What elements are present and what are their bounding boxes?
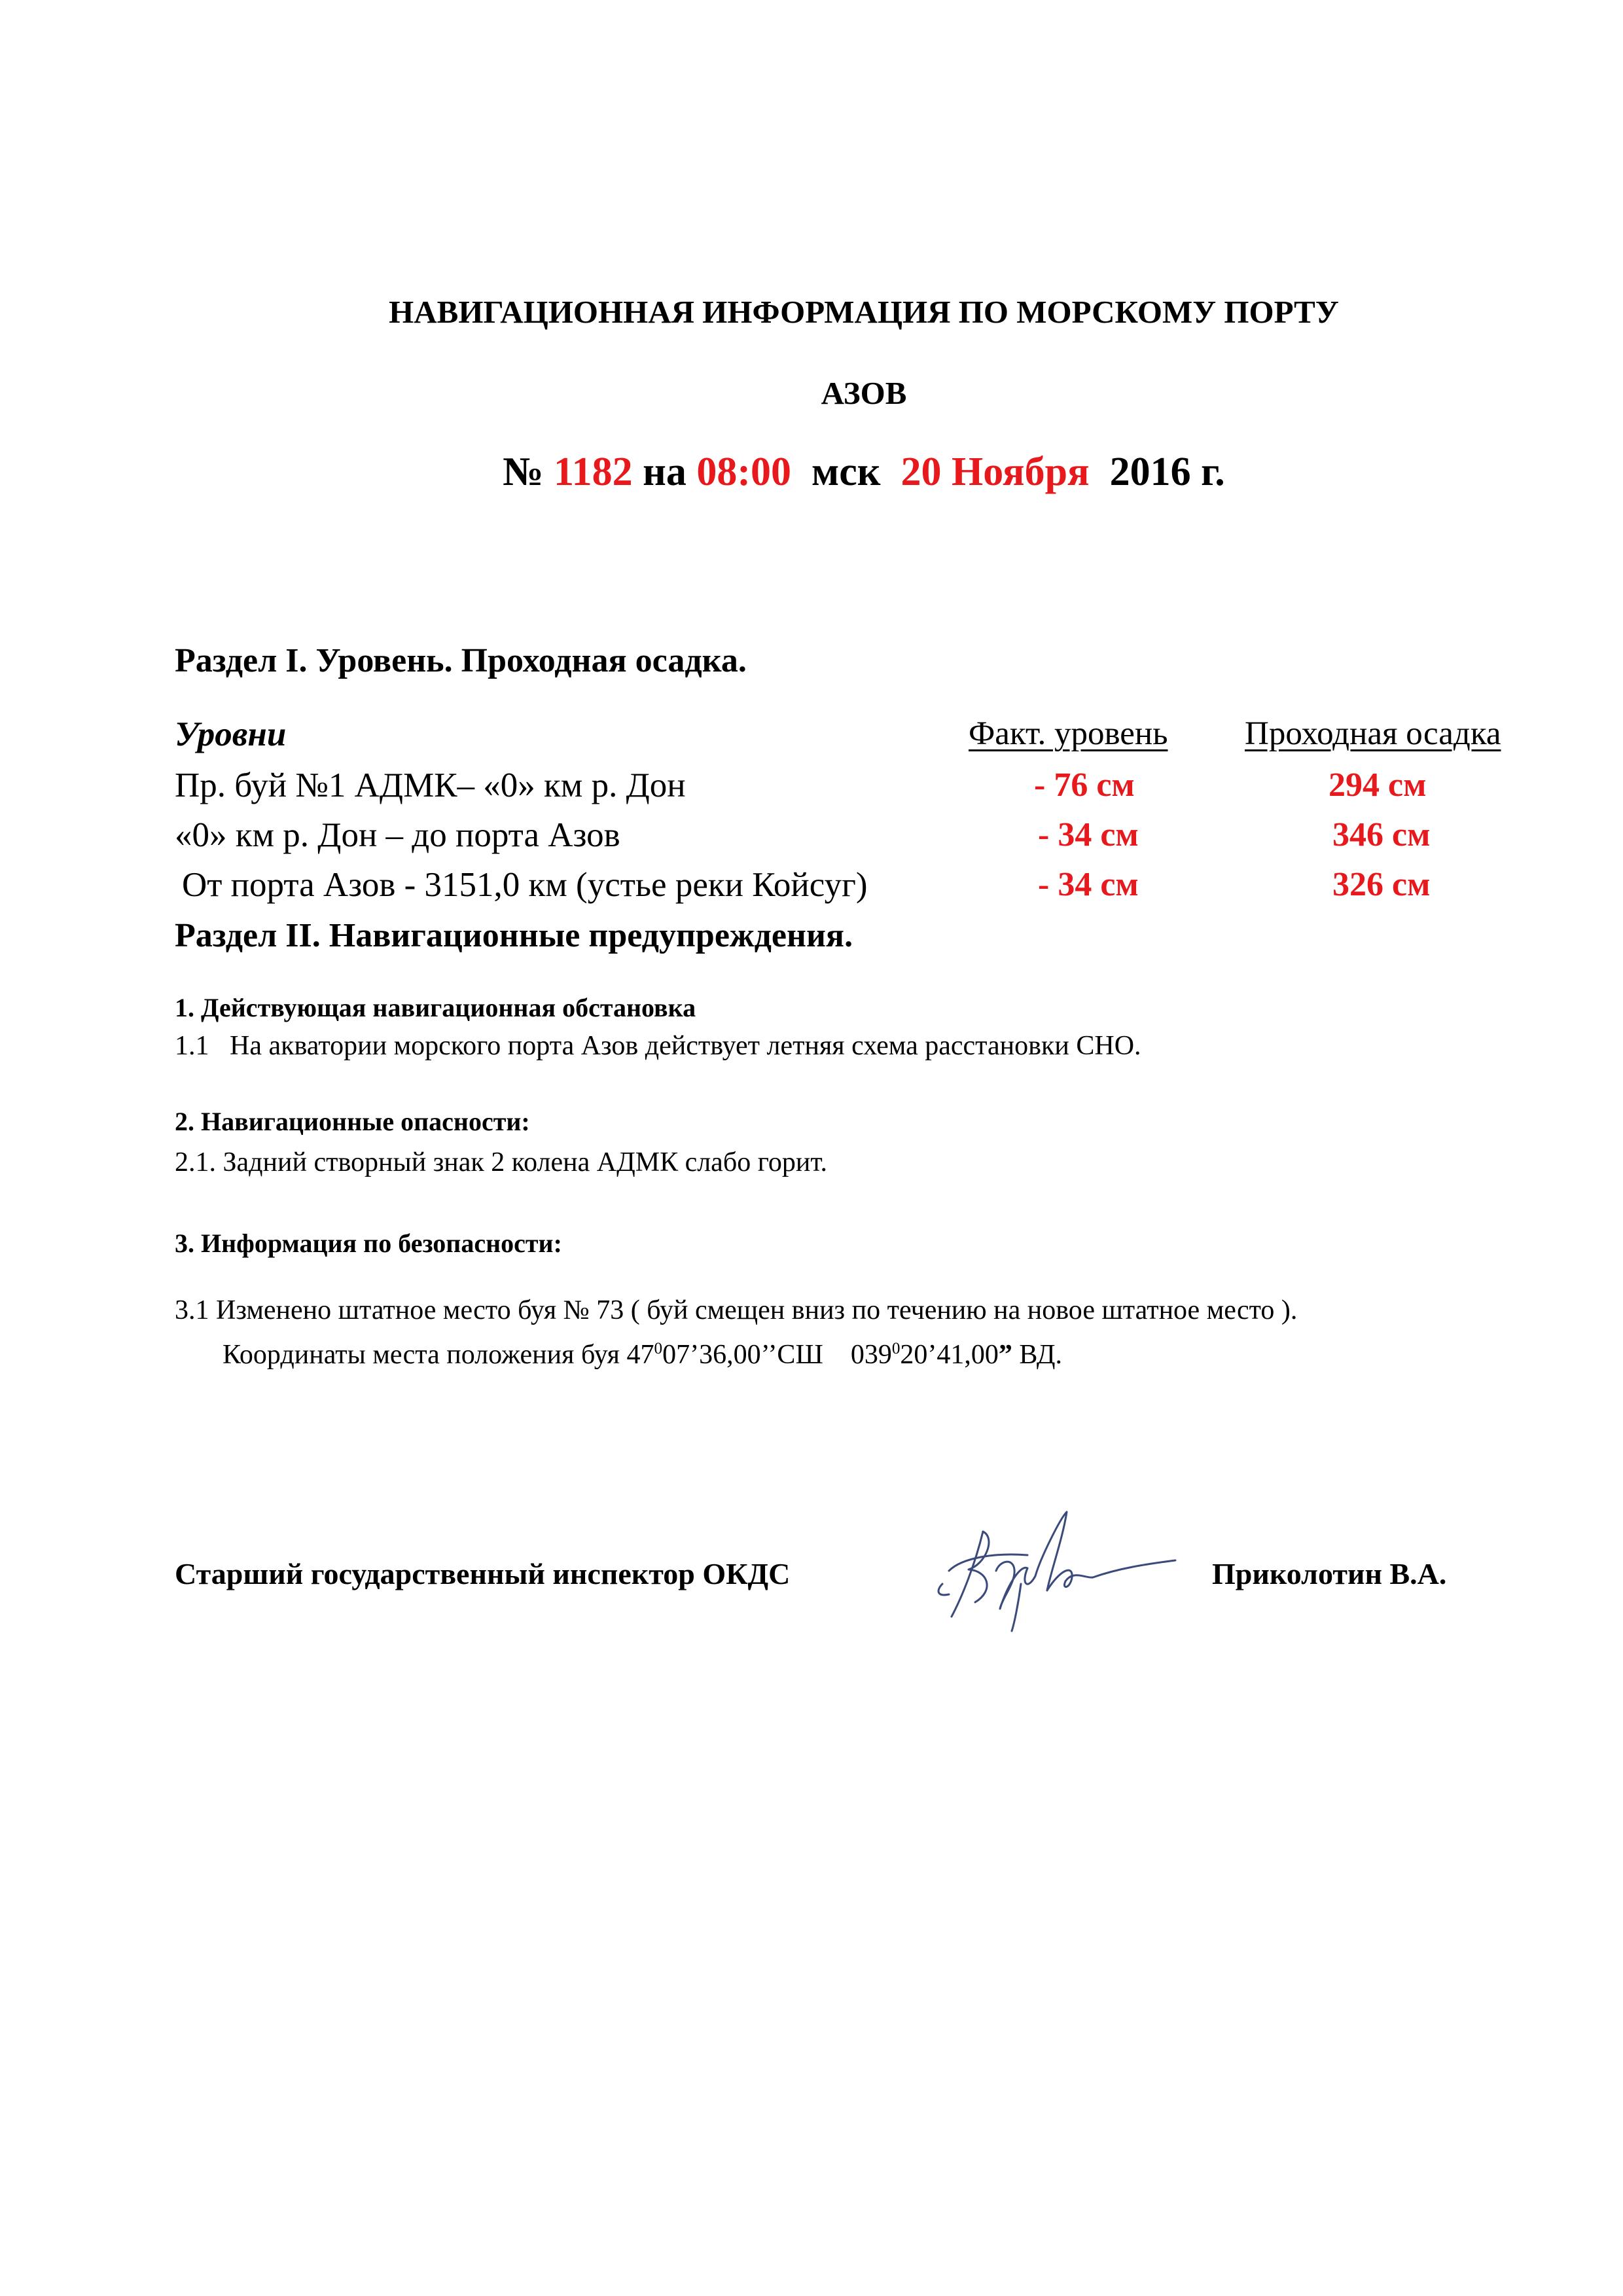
- buoy-coordinates: [223, 1339, 1062, 1371]
- timezone-label: мск: [812, 450, 881, 494]
- number-prefix: №: [503, 450, 544, 494]
- signatory-position: Старший государственный инспектор ОКДС: [175, 1557, 791, 1590]
- level-row-fact: - 76 см: [1034, 766, 1135, 804]
- document-number: 1182: [554, 450, 633, 494]
- levels-label: Уровни: [175, 715, 287, 753]
- document-title-line-1: НАВИГАЦИОННАЯ ИНФОРМАЦИЯ ПО МОРСКОМУ ПОРТУ: [389, 294, 1339, 330]
- longitude: $039^020’41,00$” ВД.: [850, 1340, 1062, 1370]
- signatory-name: Приколотин В.А.: [1212, 1557, 1447, 1590]
- document-number-line: [0, 449, 1623, 495]
- column-header-passage-draft: Проходная осадка: [1245, 715, 1501, 752]
- subsection-1-heading: 1. Действующая навигационная обстановка: [175, 993, 696, 1022]
- section-2-heading: Раздел II. Навигационные предупреждения.: [175, 917, 853, 954]
- document-title-line-2: АЗОВ: [821, 375, 907, 411]
- subsection-2-heading: 2. Навигационные опасности:: [175, 1107, 530, 1136]
- level-row-draft: 326 см: [1332, 866, 1431, 903]
- level-row-name: «0» км р. Дон – до порта Азов: [175, 816, 620, 854]
- subsection-3-heading: 3. Информация по безопасности:: [175, 1229, 562, 1258]
- item-number: 1.1: [175, 1031, 209, 1061]
- item-text: На акватории морского порта Азов действует летняя схема расстановки СНО.: [230, 1031, 1141, 1061]
- report-year: 2016 г.: [1109, 450, 1225, 494]
- section-1-heading: Раздел I. Уровень. Проходная осадка.: [175, 642, 747, 679]
- level-row-fact: - 34 см: [1038, 816, 1139, 853]
- column-header-fact-level: Факт. уровень: [969, 715, 1168, 752]
- subsection-1-item: [175, 1030, 1141, 1062]
- report-time: 08:00: [696, 450, 791, 494]
- report-date: 20 Ноября: [901, 450, 1090, 494]
- coords-label: Координаты места положения буя: [223, 1340, 620, 1370]
- handwritten-signature: [923, 1492, 1178, 1636]
- level-row-name: Пр. буй №1 АДМК– «0» км р. Дон: [175, 766, 686, 804]
- at-label: на: [643, 450, 687, 494]
- level-row-name: От порта Азов - 3151,0 км (устье реки Койсуг): [182, 866, 868, 904]
- subsection-2-item: 2.1. Задний створный знак 2 колена АДМК слабо горит.: [175, 1147, 828, 1177]
- level-row-draft: 346 см: [1332, 816, 1431, 853]
- level-row-draft: 294 см: [1329, 766, 1427, 804]
- latitude: $47^007’36,00’’СШ$: [626, 1340, 823, 1370]
- level-row-fact: - 34 см: [1038, 866, 1139, 903]
- subsection-3-item: 3.1 Изменено штатное место буя № 73 ( буй смещен вниз по течению на новое штатное место ).: [175, 1295, 1298, 1325]
